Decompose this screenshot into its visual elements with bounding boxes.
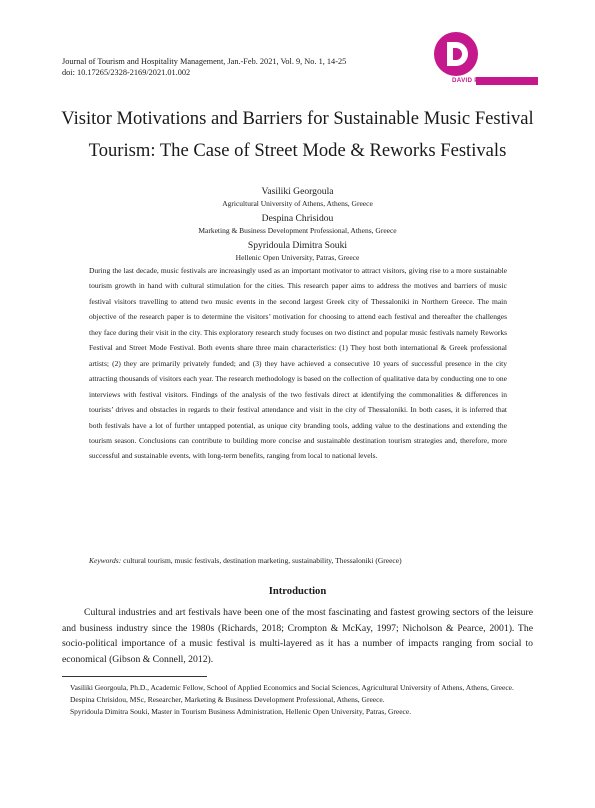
logo-text: DAVID PUBLISHING bbox=[452, 77, 516, 84]
footnote: Vasiliki Georgoula, Ph.D., Academic Fellow, School of Applied Economics and Social Sciences, Agricultural University of Athens, Athens, Greece. bbox=[70, 683, 514, 692]
journal-line: Journal of Tourism and Hospitality Management, Jan.-Feb. 2021, Vol. 9, No. 1, 14-25 bbox=[62, 57, 347, 66]
author-name: Despina Chrisidou bbox=[261, 213, 334, 224]
author-block bbox=[40, 185, 555, 266]
abstract: During the last decade, music festivals are increasingly used as an important motivator to attract visitors, giving rise to a more sustainable tourism growth in hand with cultural stimulation for the cities. This research paper aims to address the motives and barriers of music festival visitors travelling to attend two music events in the second largest Greek city of Thessaloniki in Northern Greece. The main objective of the research paper is to determine the visitors’ motivation for choosing to attend each festival and thereafter the challenges they face during their visit in the city. This exploratory research study focuses on two distinct and popular music festivals namely Reworks Festival and Street Mode Festival. Both events share three main characteristics: (1) They host both international & Greek professional artists; (2) they are primarily privately funded; and (3) they have achieved a consecutive 10 years of successful presence in the city attracting thousands of visitors each year. The research methodology is based on the collection of qualitative data by conducting one to one interviews with festival visitors. Findings of the analysis of the two festivals direct at identifying the commonalities & differences in tourists’ drives and obstacles in regards to their festival attendance and visit in the city of Thessaloniki. In both cases, it is inferred that both festivals have a lot of further untapped potential, as unique city branding tools, adding value to the destinations and extending the tourism season. Conclusions can contribute to building more concise and sustainable destination tourism strategies and, therefore, more successful and sustainable events, with long-term benefits, ranging from local to national levels. bbox=[89, 266, 507, 461]
footnote: Spyridoula Dimitra Souki, Master in Tourism Business Administration, Hellenic Open University, Patras, Greece. bbox=[70, 706, 412, 716]
keywords-label: Keywords: bbox=[89, 556, 122, 565]
doi-line: doi: 10.17265/2328-2169/2021.01.002 bbox=[62, 68, 191, 77]
title-line-2: Tourism: The Case of Street Mode & Reworks Festivals bbox=[88, 140, 507, 161]
footnote: Despina Chrisidou, MSc, Researcher, Marketing & Business Development Professional, Athens, Greece. bbox=[70, 694, 385, 704]
keywords bbox=[89, 555, 519, 566]
publisher-logo bbox=[430, 30, 542, 88]
author-name: Spyridoula Dimitra Souki bbox=[247, 240, 348, 251]
title-line-1: Visitor Motivations and Barriers for Sustainable Music Festival bbox=[61, 108, 534, 129]
intro-paragraph: Cultural industries and art festivals have been one of the most fascinating and fastest growing sectors of the leisure and business industry since the 1980s (Richards, 2018; Crompton & McKay, 1997; Nicholson & Pearce, 2001). The socio-political importance of a music festival is multi-layered as it has a number of impacts ranging from social to economical (Gibson & Connell, 2012). bbox=[62, 607, 533, 665]
section-heading: Introduction bbox=[268, 586, 327, 597]
footnotes bbox=[62, 683, 533, 718]
journal-info bbox=[62, 56, 346, 78]
author-affiliation: Agricultural University of Athens, Athens, Greece bbox=[222, 199, 373, 208]
author-name: Vasiliki Georgoula bbox=[261, 186, 334, 197]
paper-title bbox=[40, 103, 555, 167]
author-affiliation: Hellenic Open University, Patras, Greece bbox=[235, 253, 360, 262]
keywords-text: cultural tourism, music festivals, destination marketing, sustainability, Thessaloniki (Greece) bbox=[123, 556, 402, 565]
footnote-divider bbox=[62, 676, 207, 677]
author-affiliation: Marketing & Business Development Professional, Athens, Greece bbox=[198, 226, 397, 235]
